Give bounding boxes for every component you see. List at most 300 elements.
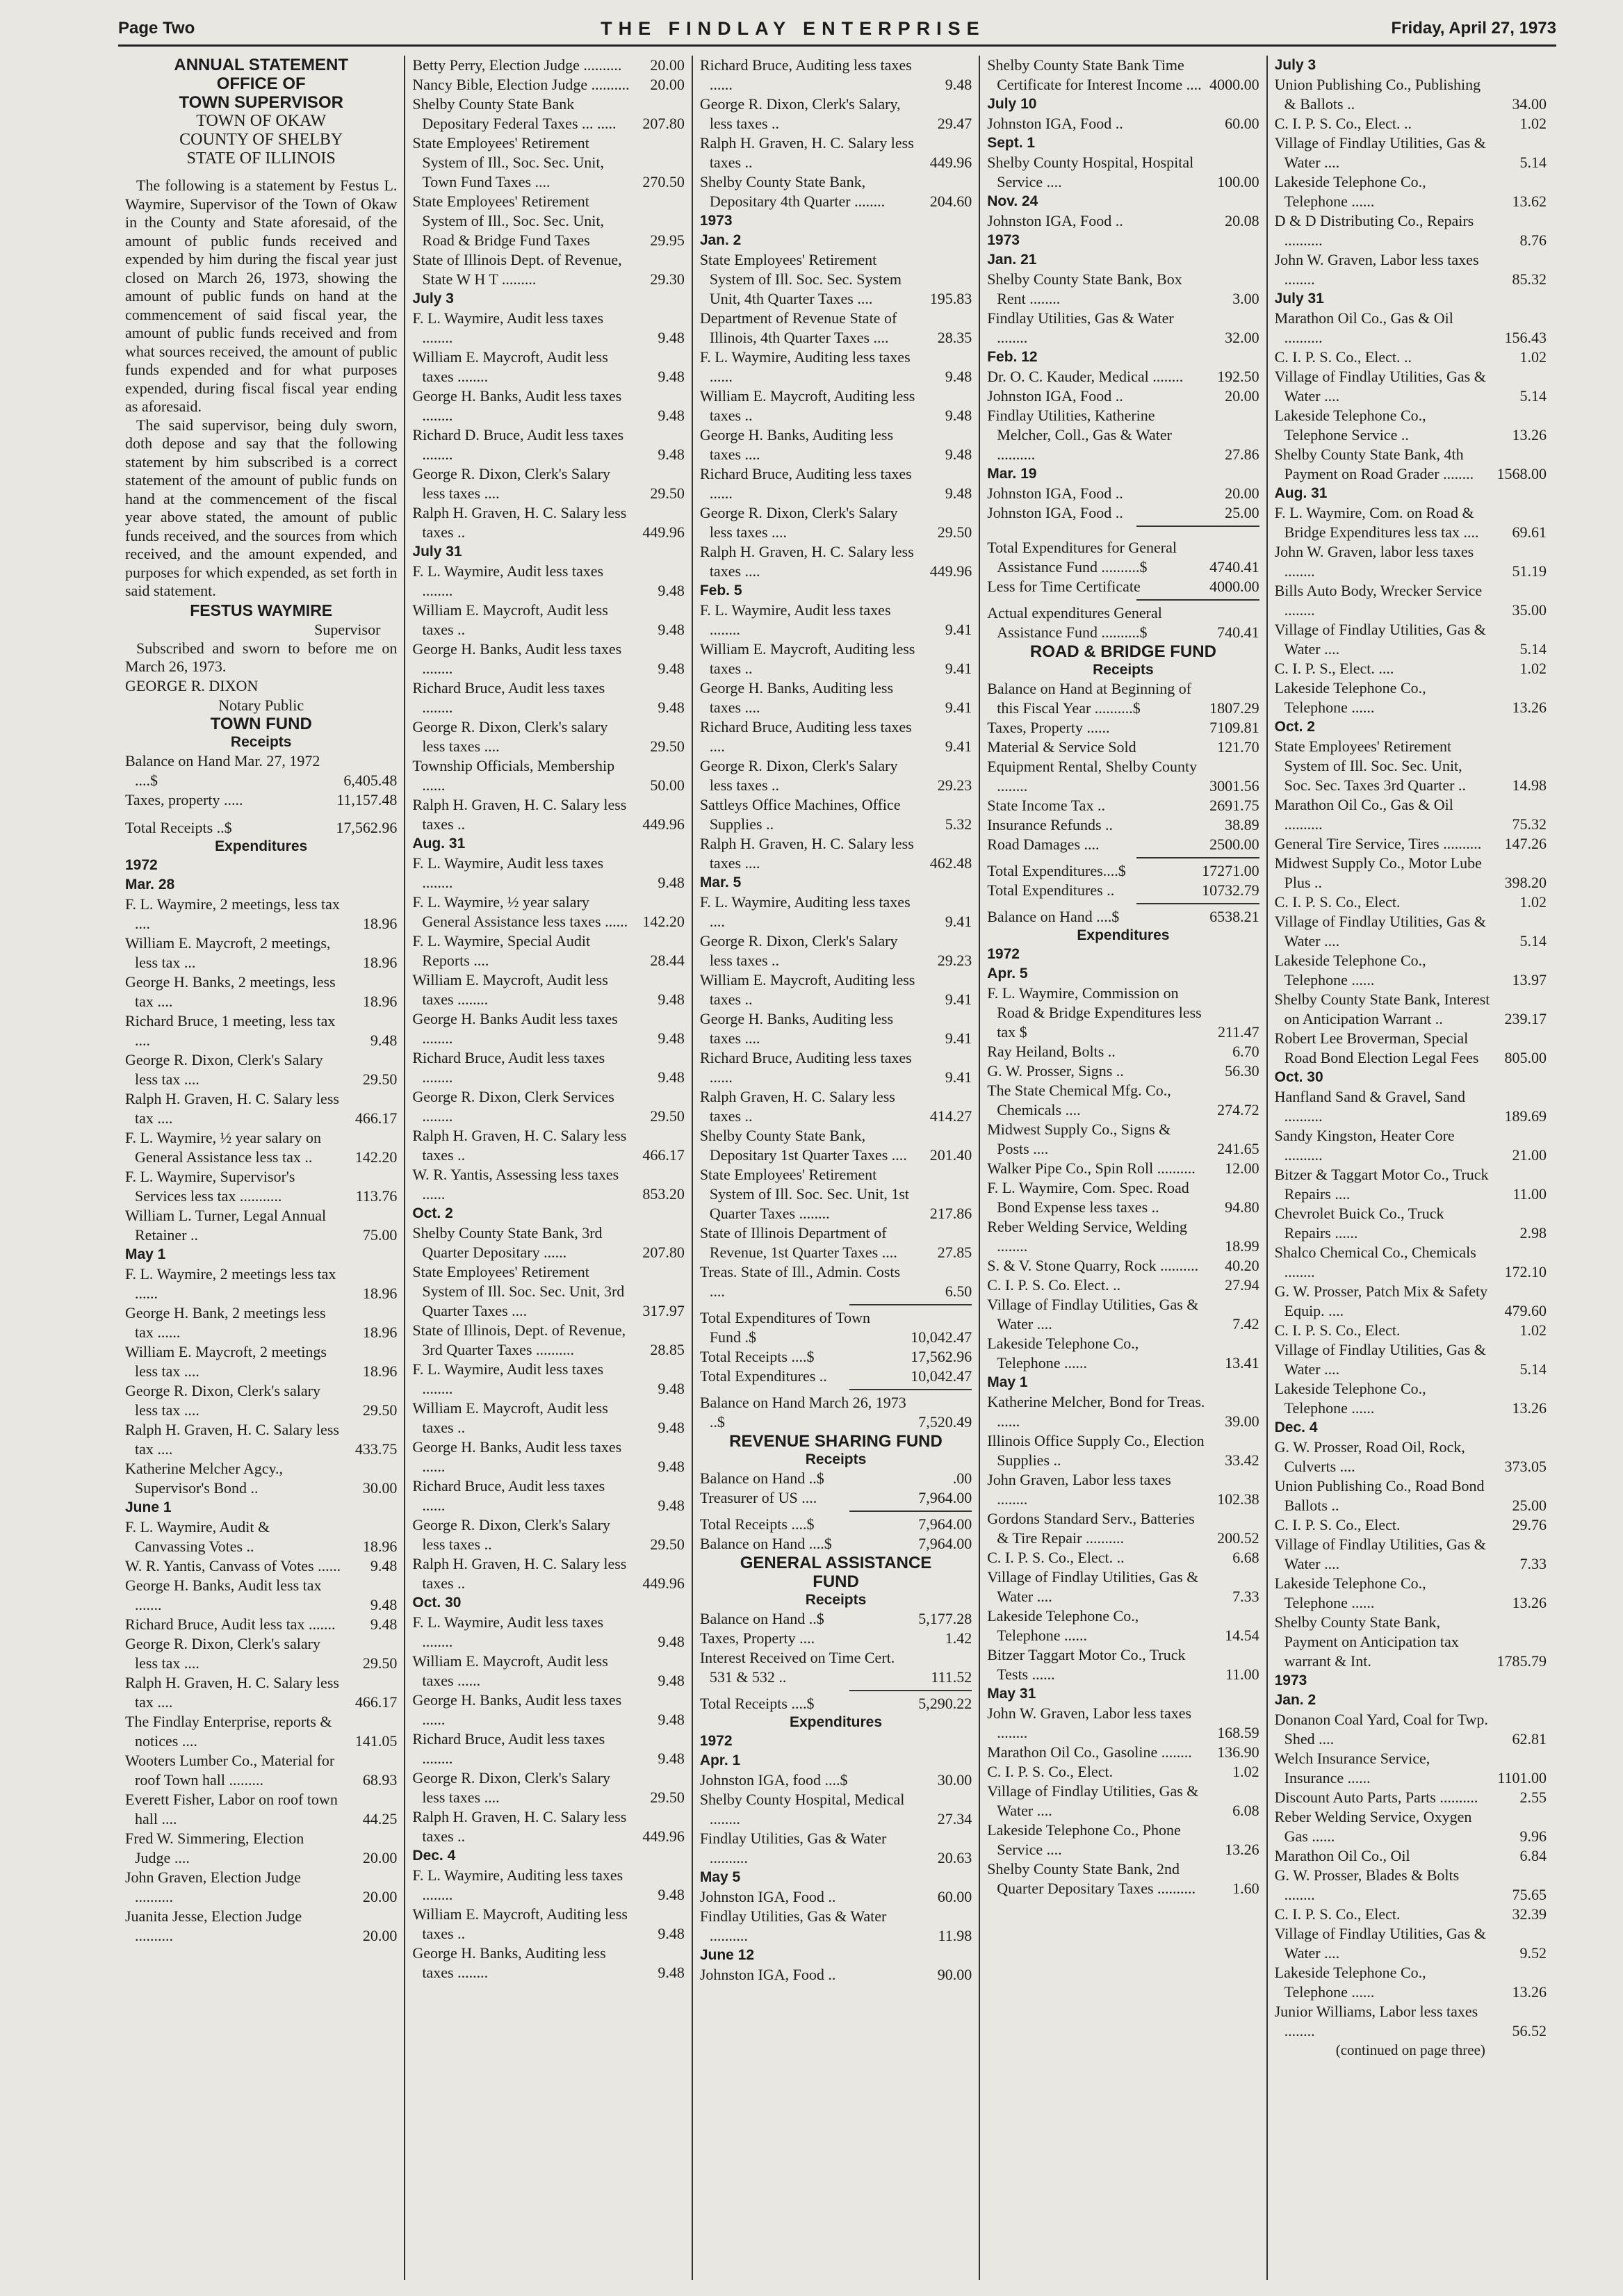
entry-amount: 18.96: [362, 1362, 398, 1380]
entry-description: Richard D. Bruce, Audit less taxes ........: [412, 426, 624, 463]
entry-description: Total Receipts ....$: [699, 1348, 815, 1365]
entry-amount: 9.48: [945, 368, 972, 385]
entry-description: George H. Banks, Auditing less taxes ....: [699, 679, 894, 716]
entry-description: Balance on Hand at Beginning of this Fiscal Year ..........$: [987, 680, 1192, 717]
ledger-entry: [987, 270, 1259, 309]
entry-amount: 9.48: [370, 1595, 398, 1613]
ledger-entry: [700, 1223, 972, 1262]
fund-title: TOWN FUND: [210, 714, 312, 733]
entry-amount: 69.61: [1512, 523, 1547, 541]
entry-description: Union Publishing Co., Road Bond Ballots ..: [1274, 1477, 1485, 1514]
ledger-entry: [1275, 1749, 1547, 1788]
entry-amount: 466.17: [642, 1146, 685, 1164]
entry-amount: 18.96: [362, 1284, 398, 1302]
date-heading: Feb. 12: [987, 349, 1038, 365]
entry-amount: 5.14: [1519, 154, 1547, 171]
ledger-entry: [412, 1613, 684, 1652]
entry-description: Lakeside Telephone Co., Telephone ......: [1274, 1574, 1426, 1611]
entry-amount: 270.50: [642, 173, 685, 190]
entry-amount: 9.48: [658, 407, 685, 424]
ledger-entry: [125, 1712, 397, 1751]
ledger-entry: [412, 678, 684, 717]
entry-amount: 1.02: [1519, 1321, 1547, 1339]
entry-description: William E. Maycroft, 2 meetings, less tax ...: [125, 934, 331, 971]
ledger-entry: [1275, 1535, 1547, 1574]
entry-amount: 25.00: [1225, 504, 1259, 521]
entry-description: Midwest Supply Co., Motor Lube Plus ..: [1274, 854, 1482, 891]
ledger-entry: [700, 1367, 972, 1386]
entry-amount: 18.96: [362, 914, 398, 932]
entry-description: Fred W. Simmering, Election Judge ....: [125, 1829, 304, 1866]
ledger-entry: [700, 1347, 972, 1367]
masthead: [118, 13, 1556, 47]
entry-description: George R. Dixon, Clerk Services ........: [412, 1088, 614, 1125]
ledger-entry: [987, 1061, 1259, 1081]
ledger-entry: [987, 1645, 1259, 1684]
entry-description: Dr. O. C. Kauder, Medical ........: [987, 368, 1184, 385]
entry-amount: 217.86: [929, 1205, 972, 1222]
ledger-entry: [1275, 1866, 1547, 1905]
sworn-statement: Subscribed and sworn to before me on March 26, 1973.: [125, 639, 398, 675]
entry-description: Shelby County Hospital, Hospital Service ....: [987, 154, 1194, 190]
ledger-entry: [1275, 620, 1547, 659]
entry-description: State Employees' Retirement System of Ill. Soc. Sec. Unit, 3rd Quarter Taxes ....: [412, 1263, 625, 1319]
ledger-entry: [987, 1568, 1259, 1606]
entry-amount: 9.48: [658, 1458, 685, 1475]
entry-amount: 27.94: [1225, 1276, 1259, 1294]
ledger-entry: [700, 1048, 972, 1087]
entry-description: Robert Lee Broverman, Special Road Bond Election Legal Fees: [1274, 1029, 1479, 1066]
ledger-entry: [700, 1790, 972, 1829]
entry-amount: 9.48: [370, 1615, 398, 1633]
entry-description: Material & Service Sold: [987, 738, 1136, 756]
total-receipts: [125, 818, 397, 838]
entry-description: Ralph H. Graven, H. C. Salary less taxes ....: [699, 835, 914, 872]
entry-amount: 20.00: [362, 1887, 398, 1905]
columns: [118, 56, 1553, 2280]
entry-description: Wooters Lumber Co., Material for roof Town hall .........: [125, 1751, 335, 1789]
entry-description: Marathon Oil Co., Gasoline ........: [987, 1743, 1192, 1761]
ledger-entry: [700, 1126, 972, 1165]
entry-description: Bills Auto Body, Wrecker Service ........: [1274, 582, 1483, 619]
entry-amount: 10732.79: [1202, 881, 1259, 899]
entry-description: Richard Bruce, Auditing less taxes ....: [699, 718, 912, 755]
entry-amount: 29.23: [937, 776, 972, 794]
entry-description: George H. Banks, Auditing less taxes ....: [699, 426, 894, 463]
entry-amount: 28.35: [937, 329, 972, 346]
entry-description: Lakeside Telephone Co., Telephone ......: [1274, 1964, 1426, 2001]
entry-amount: 189.69: [1504, 1107, 1547, 1125]
entry-description: William E. Maycroft, Audit less taxes ........: [412, 971, 608, 1008]
entry-description: Village of Findlay Utilities, Gas & Water ....: [1274, 1341, 1486, 1378]
ledger-entry: [987, 835, 1259, 854]
date-heading: 1973: [987, 232, 1020, 248]
ledger-entry: [1275, 1788, 1547, 1807]
entry-amount: 20.00: [362, 1926, 398, 1944]
entry-description: Donanon Coal Yard, Coal for Twp. Shed ....: [1274, 1711, 1488, 1748]
statement-paragraph: The following is a statement by Festus L. Waymire, Supervisor of the Town of Okaw in the County and State aforesaid, of the amount of public funds received and expended by him during the fiscal year just closed on March 26, 1973, showing the amount of public funds on hand at the commencement of said fiscal year, the amount of public funds received and from what sources received, the amount of public funds expended and for what purposes expended, during fiscal fiscal year ending as aforesaid.: [125, 177, 398, 415]
ledger-entry: [987, 1178, 1259, 1217]
entry-description: Total Expenditures for General Assistance Fund ..........$: [987, 539, 1177, 576]
entry-amount: 90.00: [937, 1966, 972, 1983]
entry-description: George H. Banks, Audit less taxes ......: [412, 1438, 622, 1475]
entry-description: Ralph Graven, H. C. Salary less taxes ..: [699, 1088, 895, 1125]
ledger-entry: [412, 192, 684, 250]
entry-description: F. L. Waymire, Auditing less taxes ........: [412, 1866, 623, 1903]
entry-amount: 29.47: [937, 115, 972, 132]
date-heading: Oct. 2: [1274, 719, 1315, 735]
entry-amount: 5.14: [1519, 640, 1547, 658]
entry-description: State Employees' Retirement System of Ill., Soc. Sec. Unit, Town Fund Taxes ....: [412, 134, 604, 190]
entry-amount: 9.48: [658, 1029, 685, 1047]
entry-description: William E. Maycroft, Audit less taxes ........: [412, 348, 608, 385]
ledger-entry: [125, 1868, 397, 1907]
ledger-entry: [987, 1782, 1259, 1821]
ledger-entry: [412, 1554, 684, 1593]
entry-amount: 13.97: [1512, 971, 1547, 988]
entry-amount: 9.48: [658, 1419, 685, 1436]
date-heading: July 31: [412, 544, 462, 560]
ledger-entry: [700, 1965, 972, 1985]
entry-description: William E. Maycroft, Audit less taxes ..: [412, 601, 608, 638]
ledger-entry: [987, 1509, 1259, 1548]
entry-amount: 29.50: [937, 523, 972, 541]
entry-description: Insurance Refunds ..: [987, 816, 1114, 833]
entry-amount: 8.76: [1519, 231, 1547, 249]
entry-amount: 1807.29: [1209, 699, 1259, 717]
newspaper-name: THE FINDLAY ENTERPRISE: [601, 17, 986, 39]
ledger-entry: [987, 718, 1259, 738]
entry-amount: 274.72: [1217, 1101, 1259, 1118]
entry-description: Richard Bruce, Audit less taxes ........: [412, 1049, 605, 1086]
entry-amount: 5.14: [1519, 932, 1547, 950]
ledger-entry: [1275, 1963, 1547, 2002]
entry-description: Sattleys Office Machines, Office Supplies ..: [699, 796, 901, 833]
date-heading: May 1: [987, 1374, 1028, 1390]
entry-description: F. L. Waymire, Audit less taxes ........: [412, 1360, 604, 1397]
entry-amount: 2691.75: [1209, 797, 1259, 814]
road-bridge-balance: [987, 907, 1259, 927]
entry-description: Total Receipts ....$: [699, 1515, 815, 1533]
ledger-entry: [1275, 581, 1547, 620]
entry-amount: 29.76: [1512, 1516, 1547, 1533]
ledger-entry: [987, 796, 1259, 815]
ledger-entry: [412, 1048, 684, 1087]
entry-description: Chevrolet Buick Co., Truck Repairs ......: [1274, 1205, 1444, 1241]
entry-description: George R. Dixon, Clerk's Salary less taxes ..: [699, 757, 898, 794]
ledger-entry: [412, 1321, 684, 1360]
entry-amount: 62.81: [1512, 1730, 1547, 1748]
entry-description: Richard Bruce, 1 meeting, less tax ....: [125, 1011, 336, 1049]
entry-amount: 75.00: [362, 1226, 398, 1244]
ledger-entry: [700, 1515, 972, 1534]
entry-amount: 44.25: [362, 1809, 398, 1827]
entry-amount: 14.54: [1225, 1627, 1259, 1644]
ledger-entry: [412, 854, 684, 893]
ledger-entry: [412, 756, 684, 795]
date-heading: 1972: [987, 946, 1020, 962]
entry-amount: 20.00: [1225, 387, 1259, 405]
entry-amount: 13.41: [1225, 1354, 1259, 1371]
entry-amount: 9.41: [945, 699, 972, 716]
column-2: [404, 56, 691, 2280]
entry-amount: 14.98: [1512, 776, 1547, 794]
entry-description: William E. Maycroft, Audit less taxes ..: [412, 1399, 608, 1436]
entry-description: Union Publishing Co., Publishing & Ballots ..: [1274, 76, 1481, 113]
entry-description: Shelby County State Bank Time Certificate for Interest Income ....: [987, 56, 1202, 93]
entry-description: F. L. Waymire, Audit less taxes ........: [412, 854, 604, 891]
entry-amount: 147.26: [1504, 835, 1547, 852]
ledger-entry: [1275, 1165, 1547, 1204]
ledger-entry: [412, 1944, 684, 1982]
entry-amount: 9.41: [945, 991, 972, 1008]
statement-title: ANNUAL STATEMENT: [174, 56, 349, 74]
entry-amount: 13.26: [1512, 1594, 1547, 1611]
entry-description: Marathon Oil Co., Gas & Oil ..........: [1274, 309, 1453, 346]
entry-amount: 9.48: [945, 485, 972, 502]
entry-amount: 6.84: [1519, 1847, 1547, 1864]
date-heading: Sept. 1: [987, 135, 1036, 151]
entry-amount: 7,520.49: [918, 1413, 972, 1431]
entry-amount: 39.00: [1225, 1412, 1259, 1430]
entry-amount: 9.48: [945, 446, 972, 463]
ledger-entry: [987, 861, 1259, 881]
entry-description: F. L. Waymire, ½ year salary on General Assistance less tax ..: [125, 1128, 321, 1166]
entry-amount: 1568.00: [1496, 465, 1547, 482]
ledger-entry: [1275, 912, 1547, 951]
ledger-entry: [1275, 1282, 1547, 1321]
entry-amount: 6.70: [1232, 1043, 1259, 1060]
ledger-entry: [987, 738, 1259, 757]
total-receipts: [700, 1694, 972, 1713]
entry-amount: 9.48: [945, 76, 972, 93]
ledger-entry: [987, 1392, 1259, 1431]
ledger-entry: [125, 1050, 397, 1089]
date-heading: Feb. 5: [699, 583, 742, 599]
entry-amount: 18.96: [362, 1537, 398, 1555]
entry-description: Richard Bruce, Auditing less taxes ......: [699, 56, 912, 93]
ledger-entry: [1275, 1379, 1547, 1418]
ledger-entry: [700, 678, 972, 717]
entry-description: Total Receipts ....$: [699, 1695, 815, 1712]
entry-amount: 9.48: [658, 1497, 685, 1514]
column-4: [979, 56, 1266, 2280]
entry-description: General Tire Service, Tires ..........: [1274, 835, 1482, 852]
entry-amount: 20.63: [937, 1849, 972, 1866]
entry-amount: 200.52: [1217, 1529, 1259, 1547]
expenditures-heading: Expenditures: [1077, 927, 1170, 943]
entry-amount: 9.48: [658, 1068, 685, 1086]
entry-description: F. L. Waymire, Special Audit Reports ....: [412, 932, 591, 969]
fund-title: FUND: [813, 1572, 859, 1591]
ledger-entry: [700, 1393, 972, 1432]
ledger-entry: [1275, 75, 1547, 114]
entry-amount: 414.27: [929, 1107, 972, 1125]
entry-amount: 239.17: [1504, 1010, 1547, 1027]
ledger-entry: [412, 1165, 684, 1204]
entry-description: Shelby County State Bank, Box Rent ........: [987, 270, 1182, 307]
ledger-entry: [1275, 1846, 1547, 1866]
entry-description: Marathon Oil Co., Gas & Oil ..........: [1274, 796, 1453, 833]
entry-amount: 13.62: [1512, 193, 1547, 210]
date-heading: 1973: [1274, 1672, 1307, 1688]
entry-amount: 4740.41: [1209, 558, 1259, 576]
ledger-entry: [412, 562, 684, 601]
entry-amount: 373.05: [1504, 1458, 1547, 1475]
ledger-entry: [412, 75, 684, 95]
entry-description: Richard Bruce, Audit less taxes ........: [412, 679, 605, 716]
ledger-entry: [125, 818, 397, 838]
entry-description: John W. Graven, Labor less taxes ........: [987, 1704, 1192, 1741]
entry-amount: 1.02: [1232, 1763, 1259, 1780]
entry-description: Richard Bruce, Audit less tax .......: [125, 1615, 336, 1633]
ledger-entry: [1275, 990, 1547, 1029]
entry-description: George R. Dixon, Clerk's Salary less tax ....: [125, 1050, 323, 1088]
entry-description: Johnston IGA, Food ..: [699, 1966, 836, 1983]
ledger-entry: [412, 640, 684, 678]
entry-amount: 1.60: [1232, 1880, 1259, 1897]
entry-description: S. & V. Stone Quarry, Rock ..........: [987, 1257, 1199, 1274]
ledger-entry: [125, 1829, 397, 1868]
entry-amount: 29.95: [650, 231, 685, 249]
entry-amount: 1785.79: [1496, 1652, 1547, 1670]
ledger-entry: [125, 1420, 397, 1459]
entry-description: F. L. Waymire, Auditing less taxes ......: [699, 348, 911, 385]
entry-amount: 3.00: [1232, 290, 1259, 307]
ledger-entry: [1275, 172, 1547, 211]
expenditure-list: [700, 1732, 972, 1985]
ledger-entry: [987, 56, 1259, 95]
entry-description: William L. Turner, Legal Annual Retainer ..: [125, 1206, 327, 1244]
receipts-list: [700, 1609, 972, 1687]
entry-description: William E. Maycroft, Audit less taxes ......: [412, 1652, 608, 1689]
entry-amount: 13.26: [1512, 1399, 1547, 1417]
entry-description: State Employees' Retirement System of Ill., Soc. Sec. Unit, Road & Bridge Fund Taxes: [412, 193, 604, 249]
ledger-entry: [1275, 1924, 1547, 1963]
entry-description: Ralph H. Graven, H. C. Salary less taxes ..: [412, 1555, 627, 1592]
entry-description: Total Expenditures....$: [987, 862, 1126, 879]
entry-amount: 35.00: [1512, 601, 1547, 619]
entry-description: Equipment Rental, Shelby County ........: [987, 758, 1198, 795]
entry-description: Treasurer of US ....: [699, 1489, 817, 1506]
statement-title: TOWN SUPERVISOR: [179, 93, 343, 112]
entry-amount: 4000.00: [1209, 76, 1259, 93]
ledger-entry: [987, 367, 1259, 386]
entry-amount: 7,964.00: [918, 1515, 972, 1533]
entry-description: F. L. Waymire, Audit less taxes ........: [699, 601, 891, 638]
entry-description: Shelby County State Bank, 3rd Quarter Depositary ......: [412, 1224, 603, 1261]
ledger-entry: [1275, 1476, 1547, 1515]
entry-description: Lakeside Telephone Co., Telephone ......: [987, 1607, 1139, 1644]
ledger-entry: [412, 1652, 684, 1691]
entry-description: C. I. P. S., Elect. ....: [1274, 660, 1394, 677]
date-heading: 1973: [699, 213, 733, 229]
ledger-entry: [700, 1829, 972, 1868]
ledger-entry: [412, 1438, 684, 1476]
ledger-entry: [700, 756, 972, 795]
ledger-entry: [700, 56, 972, 95]
entry-description: G. W. Prosser, Blades & Bolts ........: [1274, 1866, 1460, 1903]
entry-description: State of Illinois Dept. of Revenue, State W H T .........: [412, 251, 622, 288]
entry-amount: 34.00: [1512, 95, 1547, 113]
entry-amount: 192.50: [1217, 368, 1259, 385]
entry-description: Ralph H. Graven, H. C. Salary less taxes ....: [699, 543, 914, 580]
receipts-list: [700, 1469, 972, 1508]
entry-amount: 5,290.22: [918, 1695, 972, 1712]
ledger-entry: [412, 1399, 684, 1438]
ledger-entry: [412, 601, 684, 640]
entry-amount: 102.38: [1217, 1490, 1259, 1508]
ledger-entry: [125, 790, 397, 810]
ledger-entry: [700, 1648, 972, 1687]
entry-amount: 13.26: [1512, 426, 1547, 443]
entry-amount: 56.30: [1225, 1062, 1259, 1080]
entry-amount: 12.00: [1225, 1159, 1259, 1177]
signer-name: FESTUS WAYMIRE: [190, 601, 333, 619]
entry-amount: 1.02: [1519, 893, 1547, 911]
ledger-entry: [1275, 1574, 1547, 1613]
entry-amount: 853.20: [642, 1185, 685, 1203]
general-assistance-totals: [987, 538, 1259, 596]
entry-amount: 9.41: [945, 621, 972, 638]
entry-description: Balance on Hand ..$: [699, 1610, 824, 1627]
entry-amount: 60.00: [1225, 115, 1259, 132]
receipts-heading: Receipts: [1093, 662, 1154, 678]
entry-description: F. L. Waymire, Audit less taxes ........: [412, 562, 604, 599]
entry-description: Katherine Melcher, Bond for Treas. ......: [987, 1393, 1205, 1430]
ledger-entry: [700, 309, 972, 348]
entry-amount: 20.00: [650, 56, 685, 74]
entry-description: Shelby County State Bank, Interest on Anticipation Warrant ..: [1274, 991, 1490, 1027]
entry-amount: 9.96: [1519, 1827, 1547, 1845]
date-heading: Apr. 5: [987, 966, 1028, 982]
entry-amount: 7109.81: [1209, 719, 1259, 736]
entry-amount: 9.48: [658, 329, 685, 346]
entry-description: Ralph H. Graven, H. C. Salary less tax ....: [125, 1089, 339, 1127]
ledger-entry: [700, 1907, 972, 1946]
ledger-entry: [700, 931, 972, 970]
ledger-entry: [700, 1262, 972, 1301]
ledger-entry: [412, 1807, 684, 1846]
entry-description: Katherine Melcher Agcy., Supervisor's Bond ..: [125, 1459, 284, 1497]
entry-description: Village of Findlay Utilities, Gas & Water ....: [1274, 1536, 1486, 1572]
ledger-entry: [412, 1476, 684, 1515]
entry-amount: 32.39: [1512, 1905, 1547, 1923]
entry-description: C. I. P. S. Co., Elect. ..: [1274, 348, 1412, 366]
entry-description: F. L. Waymire, ½ year salary General Assistance less taxes ......: [412, 893, 628, 930]
notary-title: Notary Public: [218, 696, 304, 714]
ledger-entry: [412, 1009, 684, 1048]
ledger-entry: [412, 386, 684, 425]
entry-amount: 201.40: [929, 1146, 972, 1164]
entry-amount: 466.17: [354, 1109, 398, 1127]
entry-amount: 10,042.47: [911, 1328, 972, 1346]
expenditure-list: [1275, 56, 1547, 2041]
entry-amount: 5.14: [1519, 1360, 1547, 1378]
ledger-entry: [412, 795, 684, 834]
entry-description: Village of Findlay Utilities, Gas & Water ....: [987, 1296, 1199, 1333]
entry-description: Department of Revenue State of Illinois, 4th Quarter Taxes ....: [699, 309, 897, 346]
entry-description: Richard Bruce, Auditing less taxes ......: [699, 465, 912, 502]
entry-amount: 56.52: [1512, 2022, 1547, 2039]
ledger-entry: [700, 1770, 972, 1790]
entry-amount: 9.48: [658, 368, 685, 385]
ledger-entry: [987, 907, 1259, 927]
entry-amount: 33.42: [1225, 1451, 1259, 1469]
entry-description: C. I. P. S. Co., Elect.: [1274, 893, 1401, 911]
entry-description: William E. Maycroft, Auditing less taxes ..: [699, 971, 915, 1008]
ledger-entry: [125, 1264, 397, 1303]
